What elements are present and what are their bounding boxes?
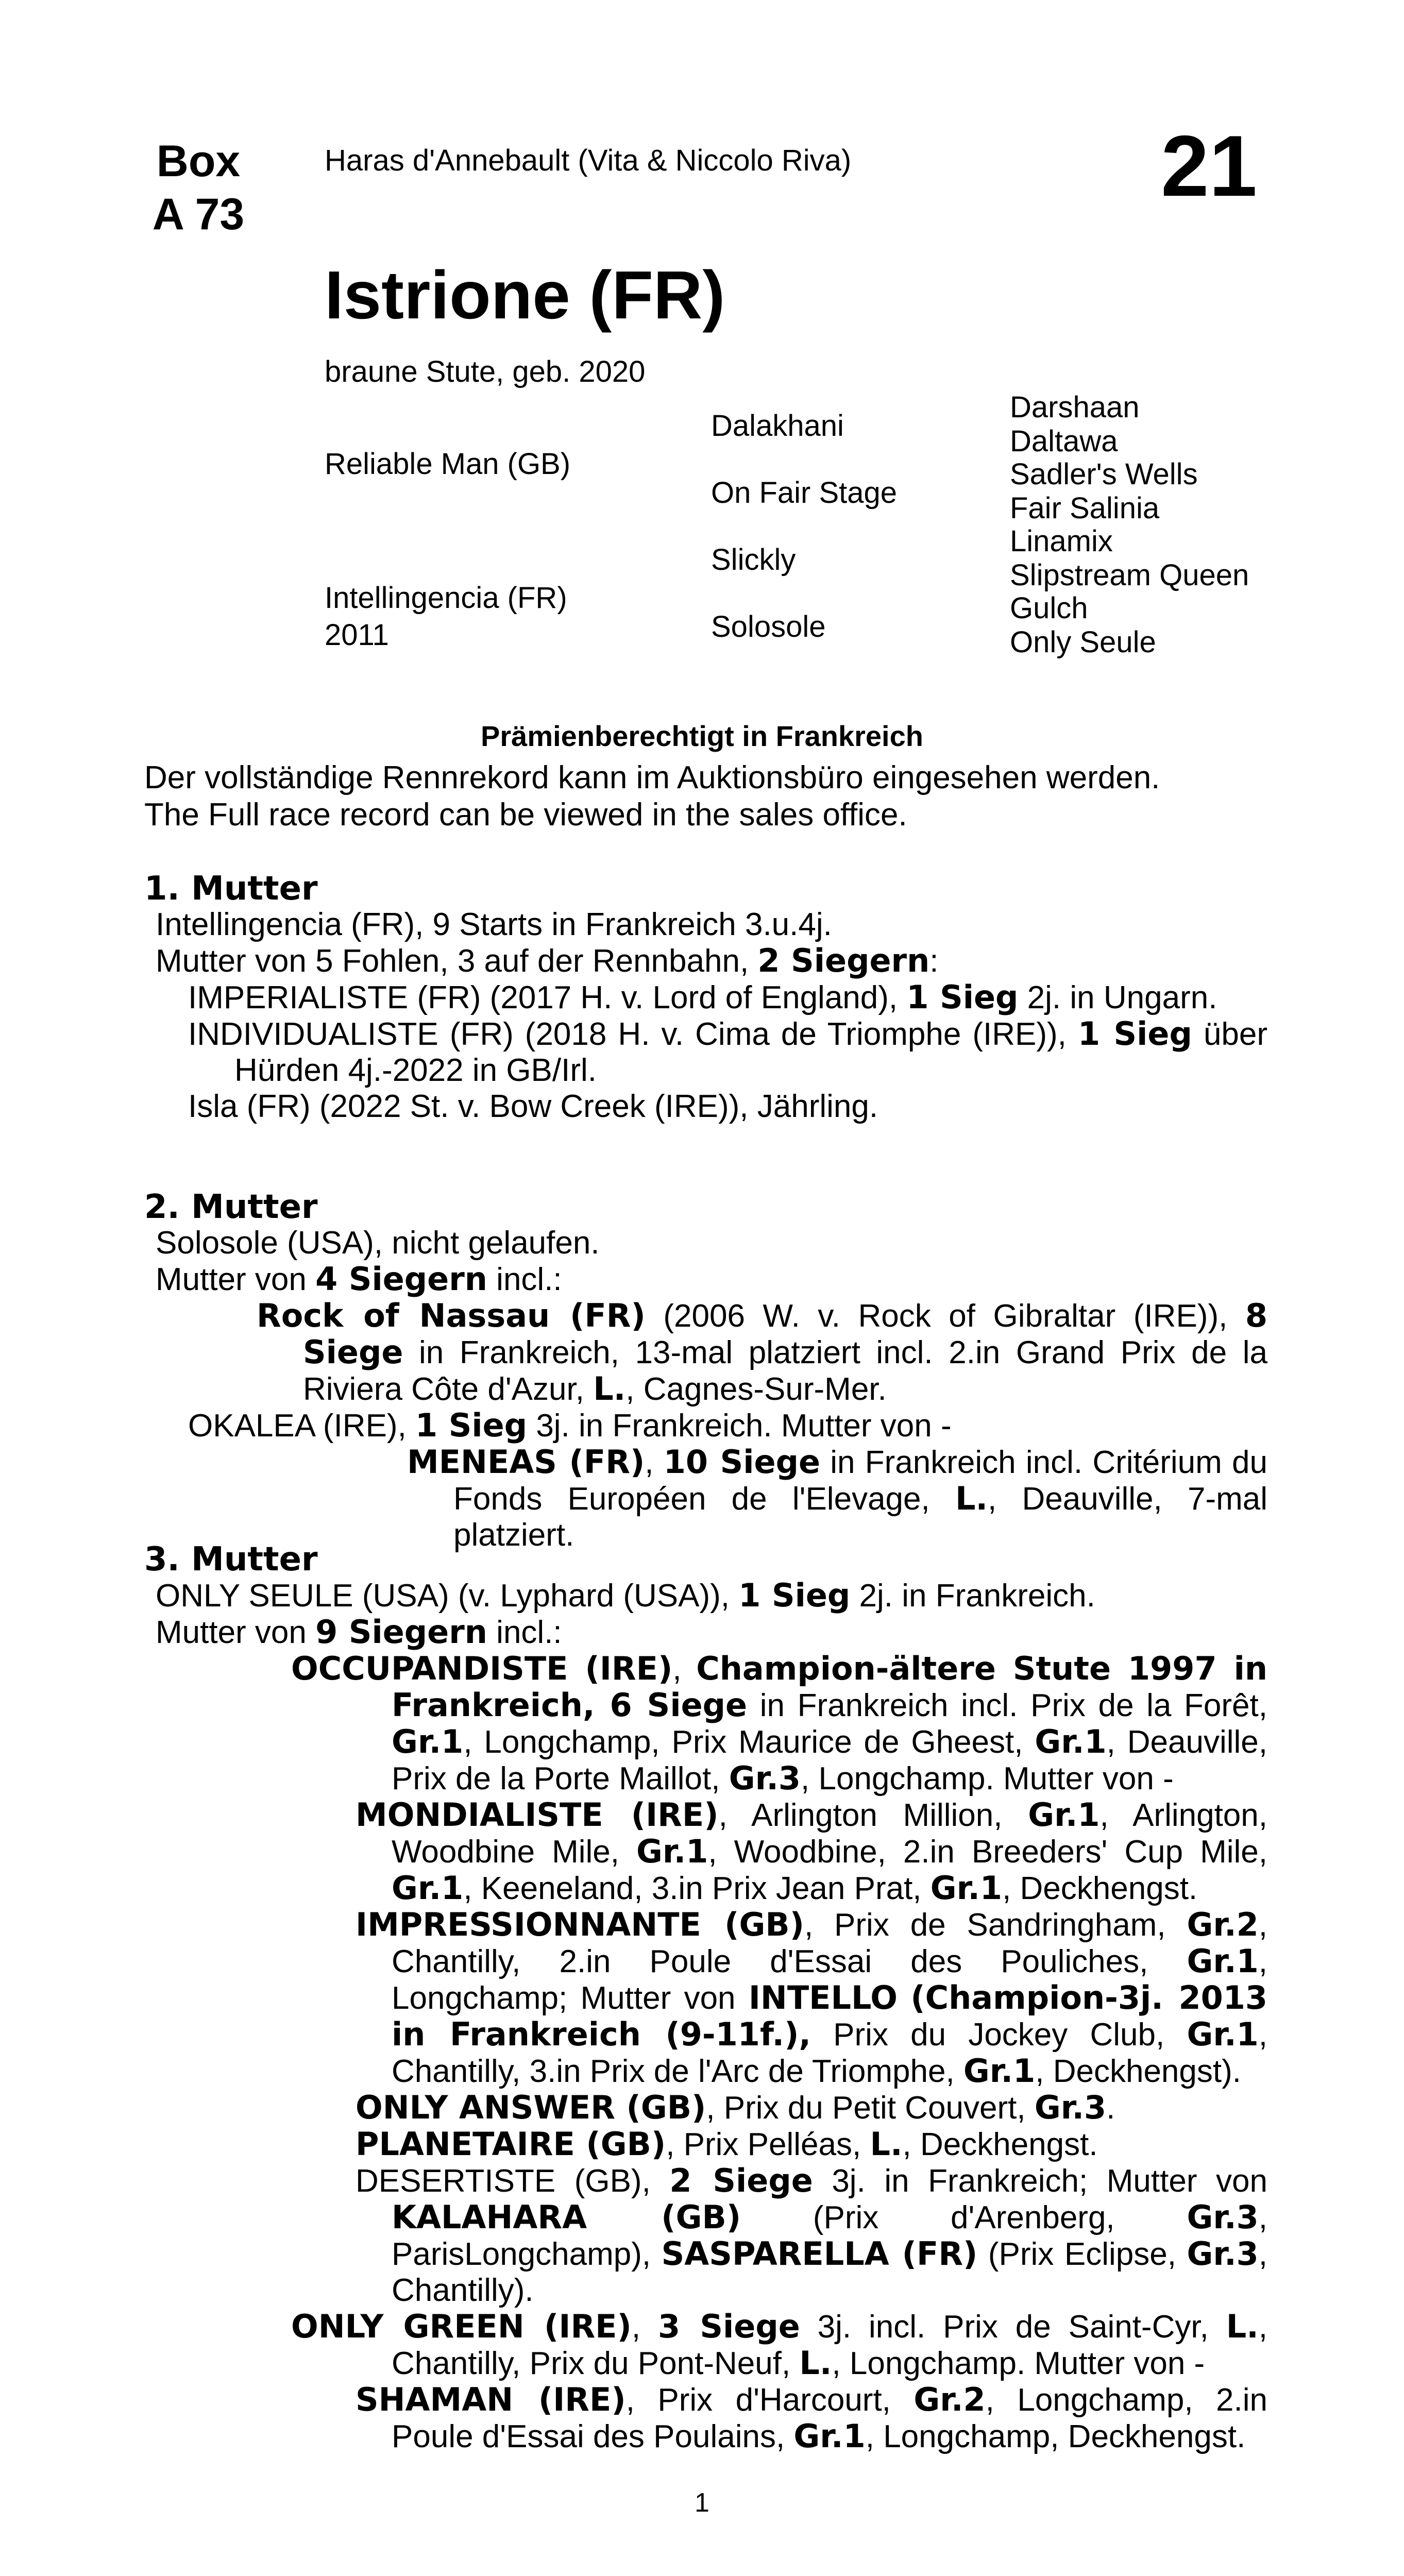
text-run: ONLY SEULE (USA) (v. Lyphard (USA)), [156, 1578, 739, 1614]
bold-text: Gr.2 [914, 2381, 986, 2418]
bold-text: Gr.2 [1187, 1906, 1259, 1943]
pedigree-gg-8: Only Seule [1010, 625, 1156, 659]
text-run: . [1106, 2090, 1115, 2126]
produce-entry [144, 2126, 1267, 2163]
bold-text: OCCUPANDISTE (IRE) [291, 1650, 673, 1687]
produce-entry [144, 1016, 1267, 1089]
produce-entry [144, 1907, 1267, 2090]
text-run: , Chantilly). [392, 2236, 1267, 2308]
horse-name: Istrione (FR) [325, 257, 725, 333]
bold-text: SASPARELLA (FR) [661, 2235, 978, 2273]
text-run: incl.: [487, 1615, 562, 1650]
dam-line [144, 1578, 1267, 1614]
produce-entry [144, 1651, 1267, 1797]
bold-text: 2 Siege [669, 2162, 813, 2199]
box-label [144, 135, 252, 241]
dam-produce-line [144, 1614, 1267, 1651]
bold-text: Gr.1 [930, 1869, 1003, 1907]
text-run: , Deauville, 7-mal platziert. [453, 1481, 1267, 1553]
bold-text: 4 Siegern [315, 1260, 487, 1298]
text-run: Prix du Jockey Club, [810, 2017, 1187, 2053]
text-run: über Hürden 4j.-2022 in GB/Irl. [234, 1016, 1267, 1088]
pedigree-gg-3: Sadler's Wells [1010, 457, 1198, 491]
text-run: , Chantilly, 3.in Prix de l'Arc de Triomphe, [392, 2017, 1267, 2089]
text-run: Mutter von 5 Fohlen, 3 auf der Rennbahn, [156, 943, 758, 979]
text-run: , [645, 1445, 664, 1480]
bold-text: Gr.1 [392, 1723, 464, 1760]
text-run: , Deckhengst. [1002, 1871, 1198, 1906]
text-run: , Prix du Petit Couvert, [706, 2090, 1035, 2126]
text-run: , Deckhengst. [902, 2127, 1098, 2162]
notice-german: Der vollständige Rennrekord kann im Auktionsbüro eingesehen werden. [144, 760, 1160, 795]
bold-text: 3 Siege [657, 2308, 800, 2345]
text-run: incl.: [487, 1262, 562, 1297]
dam-produce-line [144, 1261, 1267, 1298]
bold-text: Gr.1 [1187, 2015, 1259, 2053]
text-run: , Cagnes-Sur-Mer. [625, 1371, 887, 1407]
produce-entry [144, 2309, 1267, 2382]
text-run [898, 1980, 910, 2016]
text-run: , Deauville, Prix de la Porte Maillot, [392, 1724, 1267, 1797]
bold-text: INTELLO [748, 1979, 898, 2016]
text-run: , Chantilly, Prix du Pont-Neuf, [392, 2309, 1267, 2381]
pedigree-dam-sire: Slickly [711, 543, 796, 577]
text-run: in Frankreich incl. Critérium du Fonds Européen de l'Elevage, [453, 1445, 1268, 1517]
text-run: 3j. in Frankreich. Mutter von - [527, 1408, 952, 1444]
bold-text: SHAMAN (IRE) [356, 2381, 626, 2418]
bold-text: 1 Sieg [1077, 1015, 1192, 1053]
pedigree-second-dam: Solosole [711, 610, 826, 643]
bold-text: MENEAS (FR) [407, 1443, 645, 1481]
text-run: (Prix d'Arenberg, [741, 2200, 1187, 2235]
bold-text: KALAHARA (GB) [392, 2198, 741, 2236]
text-run: , Prix d'Harcourt, [625, 2382, 914, 2418]
produce-entry [144, 2163, 1267, 2309]
bold-text: L. [870, 2125, 903, 2163]
bold-text: 9 Siegern [315, 1613, 487, 1651]
pedigree-gg-4: Fair Salinia [1010, 492, 1160, 525]
produce-entry [144, 2382, 1267, 2455]
box-number: A 73 [152, 190, 245, 239]
bold-text: ONLY GREEN (IRE) [291, 2308, 632, 2345]
bold-text: PLANETAIRE (GB) [356, 2125, 666, 2163]
bold-text: Rock of Nassau (FR) [257, 1297, 646, 1334]
text-run: , Deckhengst). [1035, 2054, 1241, 2089]
dam-section-2 [144, 1189, 1267, 1553]
pedigree-gg-6: Slipstream Queen [1010, 558, 1249, 592]
bold-text: L. [593, 1370, 626, 1408]
produce-entry [144, 1444, 1267, 1553]
page-number: 1 [695, 2488, 709, 2518]
text-run: Mutter von [156, 1262, 316, 1297]
dam-section-3 [144, 1541, 1267, 2455]
bold-text: L. [955, 1480, 988, 1517]
text-run: in Frankreich incl. Prix de la Forêt, [747, 1688, 1267, 1723]
bold-text: MONDIALISTE (IRE) [356, 1796, 719, 1834]
bold-text: 8 Siege [303, 1297, 1267, 1371]
text-run: , ParisLongchamp), [392, 2200, 1267, 2272]
pedigree-gg-7: Gulch [1010, 591, 1088, 625]
text-run: , Longchamp. Mutter von - [801, 1761, 1174, 1797]
text-run: Mutter von [156, 1615, 316, 1650]
dam-produce-line [144, 943, 1267, 979]
dam-line: Intellingencia (FR), 9 Starts in Frankreich 3.u.4j. [156, 907, 832, 942]
bold-text: 1 Sieg [738, 1577, 851, 1614]
bold-text: Gr.1 [636, 1833, 708, 1870]
bold-text: 10 Siege [663, 1443, 821, 1481]
text-run: , Longchamp, Deckhengst. [865, 2419, 1246, 2454]
bold-text: Gr.1 [392, 1869, 464, 1907]
text-run: , Keeneland, 3.in Prix Jean Prat, [463, 1871, 931, 1906]
box-word: Box [156, 137, 241, 186]
lot-number: 21 [1161, 117, 1257, 214]
bold-text: 2 Siegern [757, 942, 930, 979]
text-run: , Longchamp, 2.in Poule d'Essai des Poulains, [392, 2382, 1267, 2454]
bold-text: Champion-ältere Stute 1997 in Frankreich, 6 Siege [392, 1650, 1268, 1724]
pedigree-gg-5: Linamix [1010, 524, 1113, 558]
text-run: , Longchamp, Prix Maurice de Gheest, [463, 1724, 1035, 1760]
text-run: , [631, 2309, 658, 2345]
text-run: IMPERIALISTE (FR) (2017 H. v. Lord of England), [188, 980, 907, 1015]
section-heading: 3. Mutter [144, 1540, 318, 1579]
bold-text: L. [799, 2344, 832, 2382]
text-run: , Longchamp. Mutter von - [832, 2346, 1205, 2381]
bold-text: 1 Sieg [415, 1406, 528, 1444]
pedigree-sire: Reliable Man (GB) [325, 447, 571, 481]
bold-text: (Champion-3j. 2013 in Frankreich (9-11f.), [392, 1979, 1268, 2053]
seller: Haras d'Annebault (Vita & Niccolo Riva) [325, 144, 852, 177]
bold-text: Gr.1 [963, 2052, 1036, 2090]
dam-line: Solosole (USA), nicht gelaufen. [156, 1225, 600, 1261]
section-heading: 1. Mutter [144, 870, 318, 908]
bold-text: L. [1226, 2308, 1259, 2345]
bold-text: Gr.1 [1187, 1942, 1259, 1980]
bold-text: Gr.3 [1187, 2235, 1259, 2273]
text-run: INDIVIDUALISTE (FR) (2018 H. v. Cima de Triomphe (IRE)), [188, 1016, 1078, 1052]
produce-entry [144, 979, 1267, 1016]
bold-text: 1 Sieg [906, 978, 1019, 1016]
text-run: 2j. in Ungarn. [1018, 980, 1217, 1015]
text-run: , Prix de Sandringham, [804, 1907, 1187, 1943]
bold-text: Gr.1 [793, 2417, 866, 2455]
bold-text: Gr.1 [1035, 1723, 1107, 1760]
bold-text: IMPRESSIONNANTE (GB) [356, 1906, 804, 1943]
dam-section-1 [144, 871, 1267, 1125]
text-run: DESERTISTE (GB), [356, 2163, 670, 2199]
produce-entry [144, 1797, 1267, 1907]
pedigree-gg-1: Darshaan [1010, 391, 1140, 424]
prize-eligibility: Prämienberechtigt in Frankreich [481, 720, 923, 752]
pedigree-dam: Intellingencia (FR) [325, 581, 567, 615]
produce-entry [144, 1408, 1267, 1444]
text-run: , Arlington, Woodbine Mile, [392, 1798, 1267, 1870]
text-run: OKALEA (IRE), [188, 1408, 416, 1444]
bold-text: Gr.3 [729, 1759, 801, 1797]
pedigree-dam-year: 2011 [325, 618, 389, 652]
pedigree-gg-2: Daltawa [1010, 425, 1118, 458]
produce-entry [144, 2090, 1267, 2126]
bold-text: Gr.3 [1034, 2089, 1107, 2126]
text-run: , [672, 1651, 697, 1687]
text-run: 2j. in Frankreich. [850, 1578, 1095, 1614]
text-run: , Prix Pelléas, [666, 2127, 870, 2162]
produce-entry: Isla (FR) (2022 St. v. Bow Creek (IRE)), Jährling. [188, 1089, 878, 1124]
text-run: , Chantilly, 2.in Poule d'Essai des Pouliches, [392, 1907, 1267, 1979]
pedigree-granddam: On Fair Stage [711, 476, 898, 510]
text-run: , Arlington Million, [718, 1798, 1028, 1833]
text-run: 3j. in Frankreich; Mutter von [813, 2163, 1267, 2199]
bold-text: Gr.1 [1028, 1796, 1100, 1834]
text-run: 3j. incl. Prix de Saint-Cyr, [800, 2309, 1226, 2345]
text-run: , Longchamp; Mutter von [392, 1944, 1267, 2016]
bold-text: Gr.3 [1187, 2198, 1259, 2236]
text-run: (Prix Eclipse, [977, 2236, 1187, 2272]
section-heading: 2. Mutter [144, 1188, 318, 1226]
produce-entry [144, 1298, 1267, 1408]
horse-details: braune Stute, geb. 2020 [325, 355, 646, 388]
notice-english: The Full race record can be viewed in the sales office. [144, 797, 907, 833]
pedigree-grandsire: Dalakhani [711, 409, 844, 443]
race-record-notice [144, 759, 1262, 834]
text-run: , Woodbine, 2.in Breeders' Cup Mile, [708, 1834, 1267, 1870]
bold-text: ONLY ANSWER (GB) [356, 2089, 706, 2126]
text-run: in Frankreich, 13-mal platziert incl. 2.in Grand Prix de la Riviera Côte d'Azur, [303, 1335, 1267, 1407]
text-run: : [929, 943, 939, 979]
text-run: (2006 W. v. Rock of Gibraltar (IRE)), [645, 1298, 1245, 1334]
